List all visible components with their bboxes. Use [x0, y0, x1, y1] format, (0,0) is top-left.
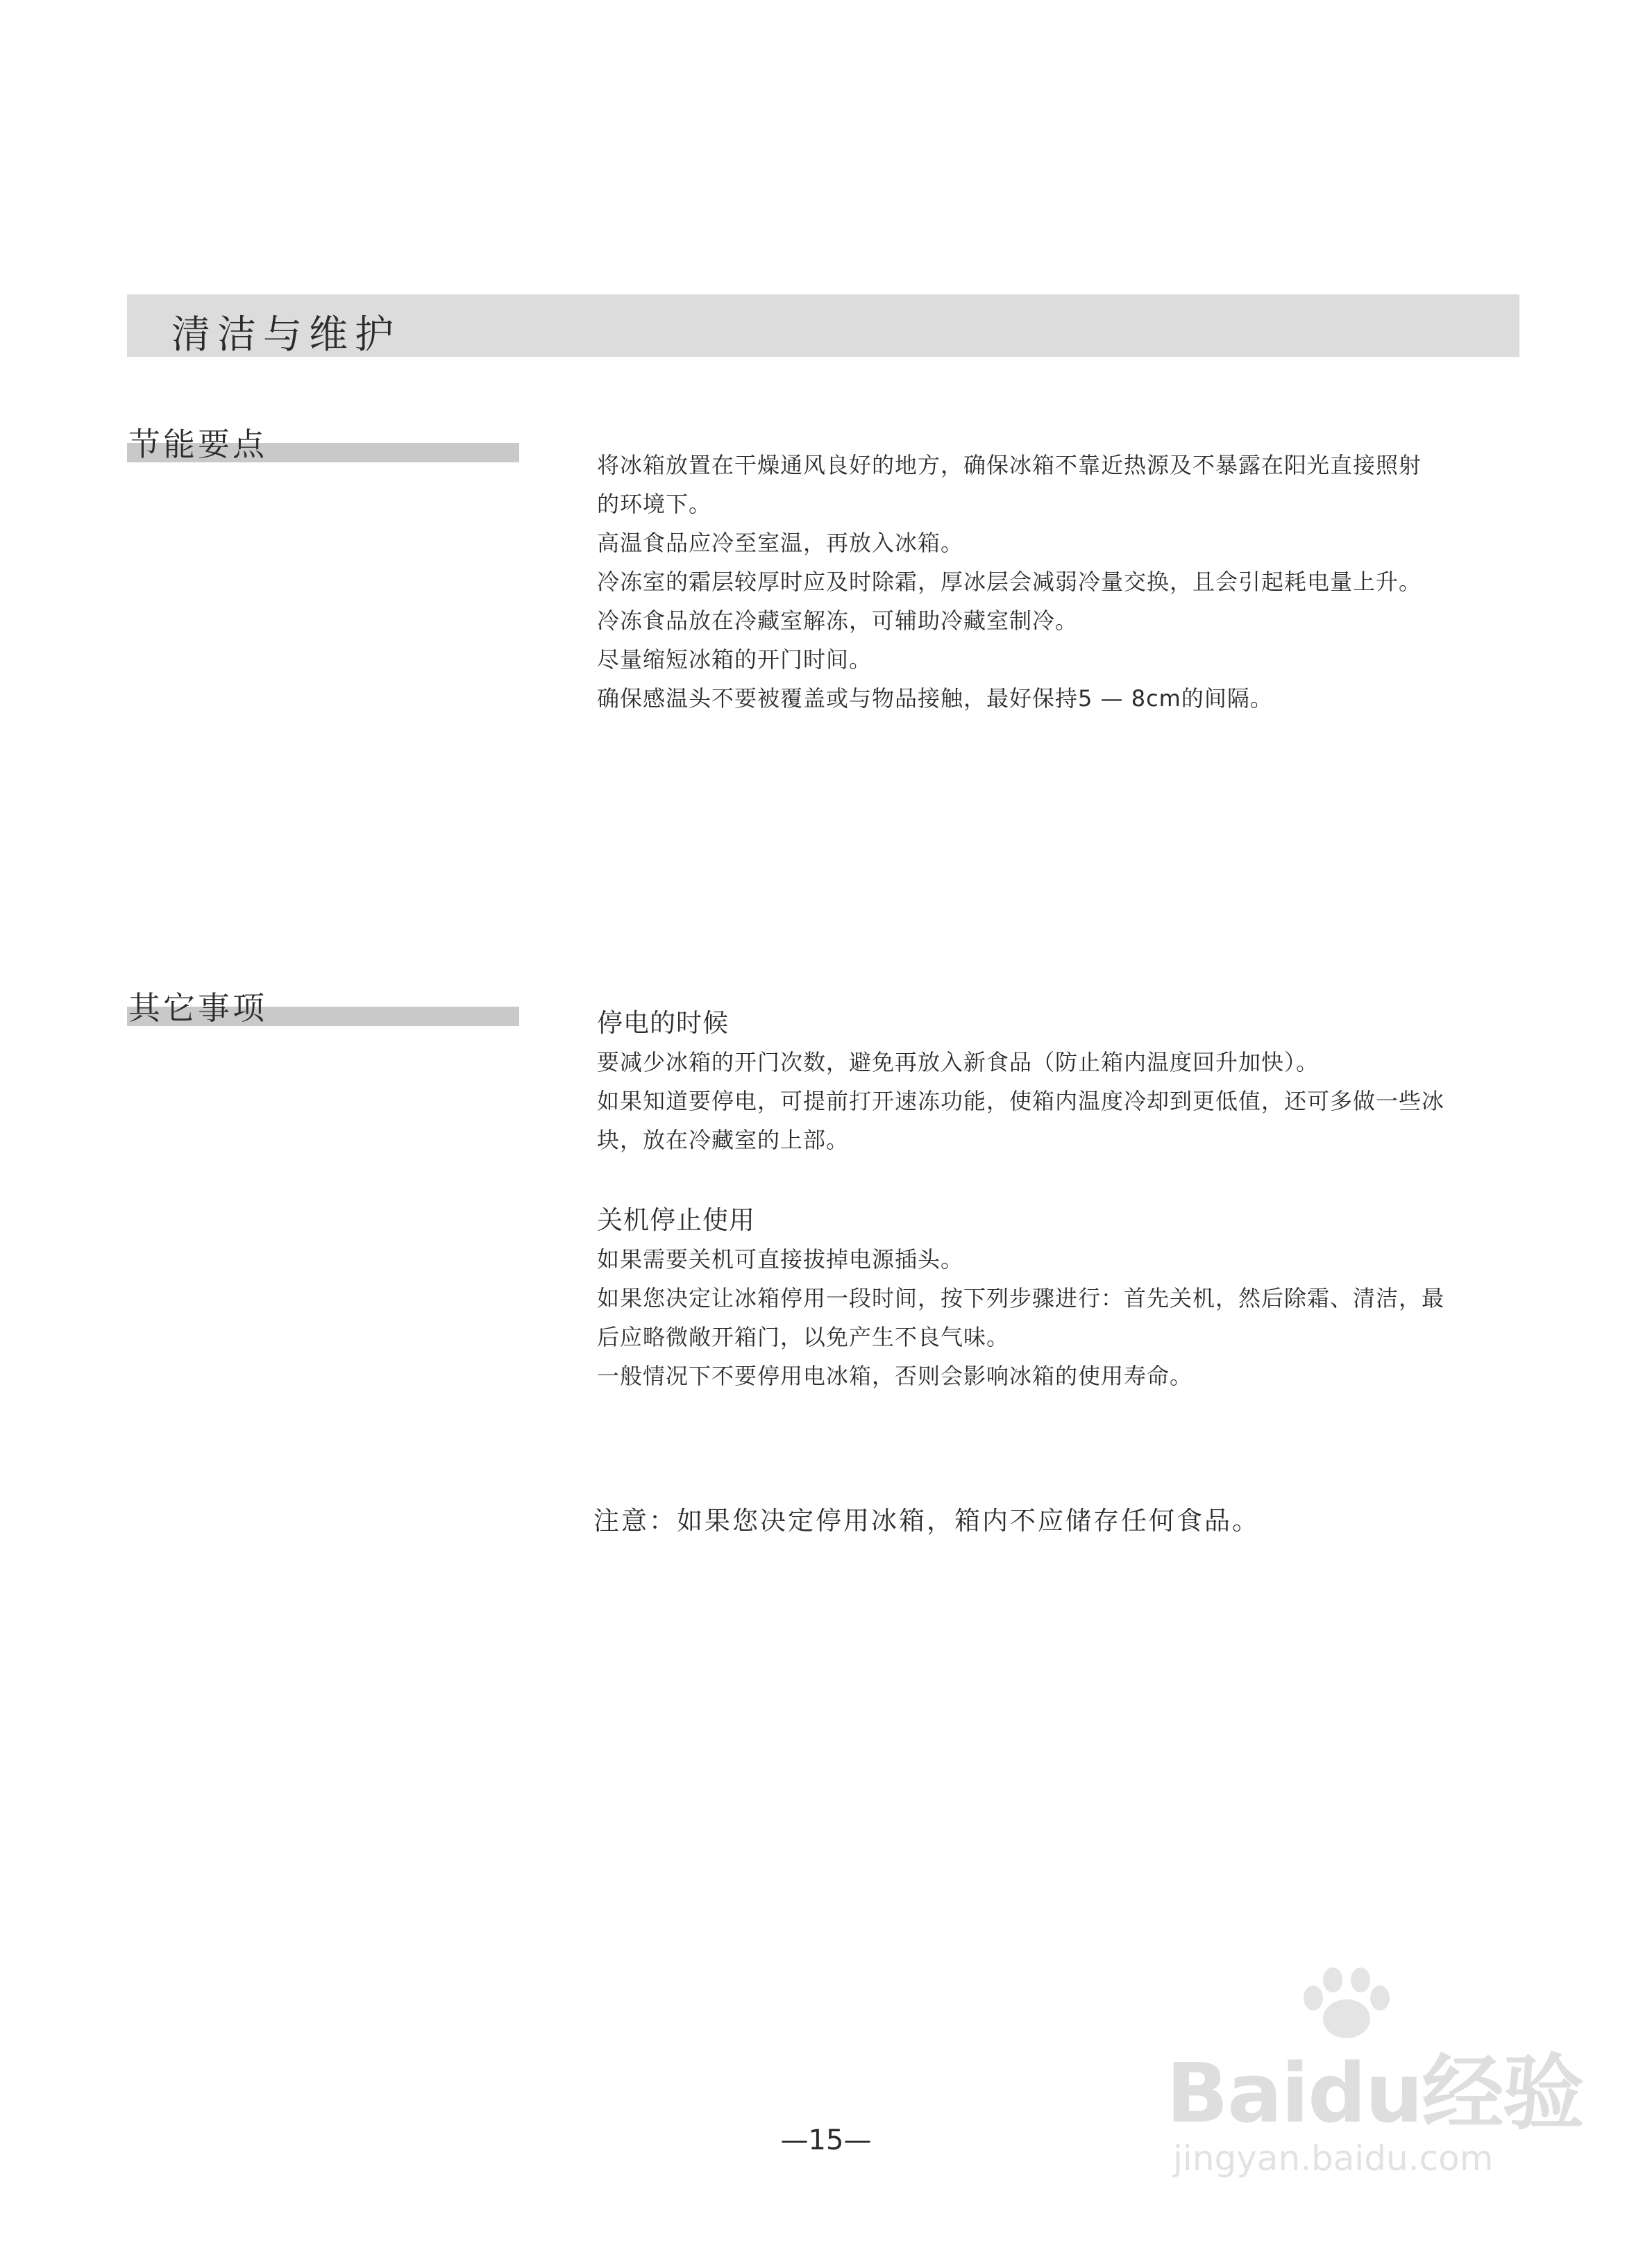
shutdown-line: 一般情况下不要停用电冰箱，否则会影响冰箱的使用寿命。	[597, 1363, 1193, 1389]
spacer	[597, 1159, 1527, 1201]
other-content	[597, 1004, 1527, 1395]
energy-line: 的环境下。	[597, 491, 712, 517]
energy-line: 将冰箱放置在干燥通风良好的地方，确保冰箱不靠近热源及不暴露在阳光直接照射	[597, 452, 1422, 478]
energy-line: 冷冻食品放在冷藏室解冻，可辅助冷藏室制冷。	[597, 607, 1079, 634]
energy-line: 冷冻室的霜层较厚时应及时除霜，厚冰层会减弱冷量交换，且会引起耗电量上升。	[597, 569, 1422, 595]
watermark-url: jingyan.baidu.com	[1173, 2138, 1494, 2179]
shutdown-line: 后应略微敞开箱门，以免产生不良气味。	[597, 1324, 1010, 1350]
shutdown-line: 如果需要关机可直接拔掉电源插头。	[597, 1246, 964, 1273]
energy-line: 高温食品应冷至室温，再放入冰箱。	[597, 530, 964, 556]
energy-content	[597, 446, 1527, 718]
energy-line: 确保感温头不要被覆盖或与物品接触，最好保持5 — 8cm的间隔。	[597, 685, 1273, 712]
power-outage-line: 如果知道要停电，可提前打开速冻功能，使箱内温度冷却到更低值，还可多做一些冰	[597, 1088, 1445, 1114]
watermark-brand: Baidu经验	[1166, 2045, 1583, 2141]
shutdown-title: 关机停止使用	[597, 1205, 755, 1235]
section-header-other	[127, 980, 519, 1029]
section-header-energy	[127, 417, 519, 465]
section-label-energy: 节能要点	[128, 426, 267, 463]
section-label-other: 其它事项	[128, 989, 267, 1027]
note-text: 注意：如果您决定停用冰箱，箱内不应储存任何食品。	[593, 1506, 1260, 1536]
watermark	[1166, 1965, 1583, 2187]
power-outage-line: 块，放在冷藏室的上部。	[597, 1127, 850, 1153]
energy-line: 尽量缩短冰箱的开门时间。	[597, 646, 873, 673]
power-outage-line: 要减少冰箱的开门次数，避免再放入新食品（防止箱内温度回升加快）。	[597, 1049, 1320, 1075]
power-outage-title: 停电的时候	[597, 1008, 729, 1038]
page-title: 清洁与维护	[171, 312, 401, 358]
shutdown-line: 如果您决定让冰箱停用一段时间，按下列步骤进行：首先关机，然后除霜、清洁，最	[597, 1285, 1445, 1311]
page-number: —15—	[780, 2124, 872, 2156]
page-title-bar	[127, 294, 1519, 357]
